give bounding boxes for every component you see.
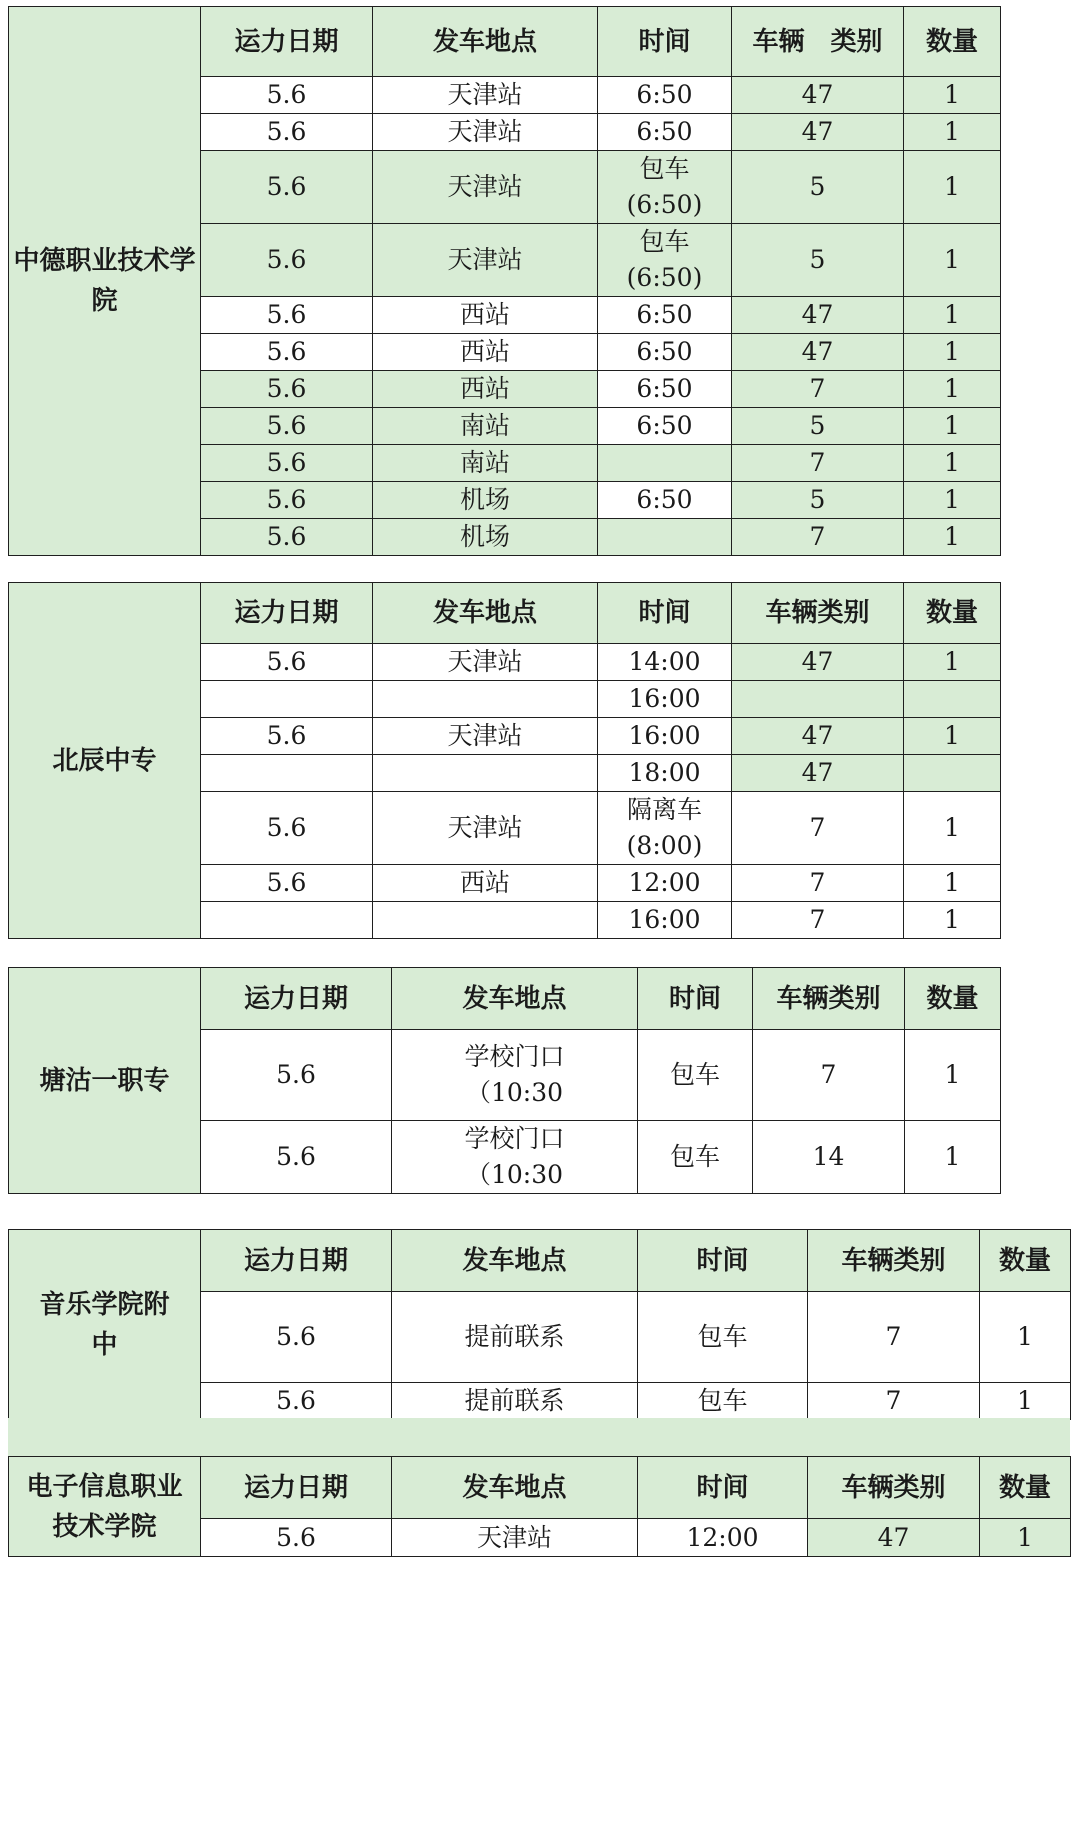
cell-date: 5.6 [201, 445, 373, 482]
cell-location: 天津站 [373, 224, 598, 297]
cell-quantity: 1 [980, 1383, 1071, 1420]
header-location: 发车地点 [392, 1457, 638, 1519]
header-location: 发车地点 [373, 7, 598, 77]
cell-location: 南站 [373, 408, 598, 445]
cell-location: 提前联系 [392, 1292, 638, 1383]
cell-time: 6:50 [598, 482, 732, 519]
header-vehicle-type: 车辆类别 [808, 1230, 980, 1292]
cell-vehicle-type: 7 [753, 1030, 905, 1121]
cell-location: 西站 [373, 865, 598, 902]
cell-location: 天津站 [373, 151, 598, 224]
cell-time: 6:50 [598, 114, 732, 151]
header-date: 运力日期 [201, 7, 373, 77]
schedule-table-electronics [8, 1456, 1071, 1557]
cell-quantity: 1 [904, 151, 1001, 224]
school-name: 音乐学院附中 [39, 1289, 170, 1360]
cell-location: 学校门口（10:30 [392, 1030, 638, 1121]
cell-time: 6:50 [598, 371, 732, 408]
cell-vehicle-type: 5 [732, 151, 904, 224]
header-time: 时间 [598, 583, 732, 644]
cell-location: 天津站 [373, 77, 598, 114]
cell-vehicle-type: 47 [732, 77, 904, 114]
cell-vehicle-type: 47 [732, 297, 904, 334]
header-vehicle-type: 车辆类别 [753, 968, 905, 1030]
cell-date: 5.6 [201, 482, 373, 519]
cell-quantity: 1 [904, 334, 1001, 371]
school-name: 北辰中专 [52, 745, 157, 776]
cell-date: 5.6 [201, 865, 373, 902]
header-date: 运力日期 [201, 583, 373, 644]
cell-date: 5.6 [201, 77, 373, 114]
cell-location: 西站 [373, 297, 598, 334]
schedule-table-zhongde [8, 6, 1001, 556]
cell-vehicle-type: 7 [808, 1292, 980, 1383]
header-quantity: 数量 [980, 1457, 1071, 1519]
schedule-table-music [8, 1229, 1071, 1420]
cell-location [373, 755, 598, 792]
cell-time: 6:50 [598, 334, 732, 371]
cell-quantity: 1 [904, 77, 1001, 114]
header-date: 运力日期 [201, 1457, 392, 1519]
cell-quantity: 1 [904, 114, 1001, 151]
cell-vehicle-type: 5 [732, 408, 904, 445]
cell-time [598, 519, 732, 556]
cell-vehicle-type: 14 [753, 1121, 905, 1194]
schedule-table-beichen [8, 582, 1001, 939]
header-time: 时间 [638, 968, 753, 1030]
cell-quantity: 1 [905, 1030, 1001, 1121]
cell-quantity: 1 [904, 482, 1001, 519]
cell-time: 包车 [638, 1292, 808, 1383]
school-name-cell [9, 968, 201, 1194]
school-name-cell [9, 1457, 201, 1557]
cell-vehicle-type: 7 [808, 1383, 980, 1420]
school-name: 中德职业技术学院 [13, 246, 196, 316]
cell-time: 6:50 [598, 77, 732, 114]
header-location: 发车地点 [392, 1230, 638, 1292]
cell-time: 12:00 [598, 865, 732, 902]
header-vehicle-type: 车辆 类别 [732, 7, 904, 77]
cell-location: 机场 [373, 482, 598, 519]
cell-time: 14:00 [598, 644, 732, 681]
cell-date: 5.6 [201, 297, 373, 334]
cell-date: 5.6 [201, 792, 373, 865]
cell-location: 提前联系 [392, 1383, 638, 1420]
cell-quantity: 1 [904, 297, 1001, 334]
cell-location: 天津站 [373, 114, 598, 151]
cell-time [598, 445, 732, 482]
cell-vehicle-type: 7 [732, 371, 904, 408]
cell-location: 学校门口（10:30 [392, 1121, 638, 1194]
header-vehicle-type: 车辆类别 [732, 583, 904, 644]
cell-time: 16:00 [598, 681, 732, 718]
cell-vehicle-type: 47 [732, 114, 904, 151]
cell-time: 隔离车(8:00) [598, 792, 732, 865]
cell-vehicle-type: 7 [732, 792, 904, 865]
cell-vehicle-type: 7 [732, 865, 904, 902]
cell-location: 西站 [373, 371, 598, 408]
cell-time: 6:50 [598, 408, 732, 445]
cell-quantity: 1 [905, 1121, 1001, 1194]
cell-time: 包车(6:50) [598, 224, 732, 297]
cell-date: 5.6 [201, 114, 373, 151]
cell-location: 天津站 [373, 644, 598, 681]
cell-quantity: 1 [904, 718, 1001, 755]
school-name: 塘沽一职专 [39, 1065, 170, 1096]
cell-quantity: 1 [904, 408, 1001, 445]
cell-time: 包车 [638, 1030, 753, 1121]
header-location: 发车地点 [392, 968, 638, 1030]
cell-quantity: 1 [904, 792, 1001, 865]
header-time: 时间 [638, 1230, 808, 1292]
cell-vehicle-type: 5 [732, 224, 904, 297]
cell-date: 5.6 [201, 224, 373, 297]
header-date: 运力日期 [201, 968, 392, 1030]
cell-location [373, 681, 598, 718]
cell-date: 5.6 [201, 718, 373, 755]
cell-quantity: 1 [904, 519, 1001, 556]
cell-location: 南站 [373, 445, 598, 482]
cell-time: 12:00 [638, 1519, 808, 1557]
school-name-cell [9, 1230, 201, 1420]
cell-date [201, 902, 373, 939]
cell-vehicle-type: 47 [732, 334, 904, 371]
cell-quantity: 1 [980, 1519, 1071, 1557]
cell-location [373, 902, 598, 939]
header-quantity: 数量 [904, 583, 1001, 644]
cell-quantity: 1 [904, 865, 1001, 902]
cell-date: 5.6 [201, 1121, 392, 1194]
header-quantity: 数量 [980, 1230, 1071, 1292]
cell-location: 西站 [373, 334, 598, 371]
cell-time: 16:00 [598, 902, 732, 939]
cell-time: 包车(6:50) [598, 151, 732, 224]
cell-time: 18:00 [598, 755, 732, 792]
cell-location: 天津站 [373, 792, 598, 865]
cell-location: 机场 [373, 519, 598, 556]
cell-vehicle-type: 7 [732, 519, 904, 556]
cell-vehicle-type: 7 [732, 445, 904, 482]
cell-date: 5.6 [201, 519, 373, 556]
cell-date: 5.6 [201, 334, 373, 371]
cell-date: 5.6 [201, 408, 373, 445]
cell-date: 5.6 [201, 1383, 392, 1420]
cell-time: 包车 [638, 1121, 753, 1194]
school-name-cell [9, 7, 201, 556]
cell-vehicle-type: 47 [808, 1519, 980, 1557]
cell-time: 16:00 [598, 718, 732, 755]
cell-quantity: 1 [904, 644, 1001, 681]
cell-date: 5.6 [201, 1292, 392, 1383]
header-vehicle-type: 车辆类别 [808, 1457, 980, 1519]
cell-quantity: 1 [904, 224, 1001, 297]
header-time: 时间 [598, 7, 732, 77]
school-name: 电子信息职业技术学院 [26, 1471, 183, 1542]
cell-location: 天津站 [392, 1519, 638, 1557]
cell-vehicle-type: 47 [732, 644, 904, 681]
cell-vehicle-type: 7 [732, 902, 904, 939]
cell-quantity: 1 [904, 371, 1001, 408]
cell-vehicle-type [732, 681, 904, 718]
cell-date: 5.6 [201, 371, 373, 408]
cell-date: 5.6 [201, 1519, 392, 1557]
cell-time: 包车 [638, 1383, 808, 1420]
cell-date: 5.6 [201, 151, 373, 224]
cell-quantity: 1 [980, 1292, 1071, 1383]
cell-vehicle-type: 5 [732, 482, 904, 519]
header-quantity: 数量 [905, 968, 1001, 1030]
cell-time: 6:50 [598, 297, 732, 334]
cell-quantity: 1 [904, 902, 1001, 939]
cell-date [201, 755, 373, 792]
cell-vehicle-type: 47 [732, 718, 904, 755]
cell-date: 5.6 [201, 1030, 392, 1121]
cell-quantity: 1 [904, 445, 1001, 482]
header-quantity: 数量 [904, 7, 1001, 77]
cell-quantity [904, 755, 1001, 792]
schedule-table-tanggu [8, 967, 1001, 1194]
cell-quantity [904, 681, 1001, 718]
cell-date: 5.6 [201, 644, 373, 681]
cell-vehicle-type: 47 [732, 755, 904, 792]
header-location: 发车地点 [373, 583, 598, 644]
header-date: 运力日期 [201, 1230, 392, 1292]
header-time: 时间 [638, 1457, 808, 1519]
cell-date [201, 681, 373, 718]
school-name-cell [9, 583, 201, 939]
cell-location: 天津站 [373, 718, 598, 755]
